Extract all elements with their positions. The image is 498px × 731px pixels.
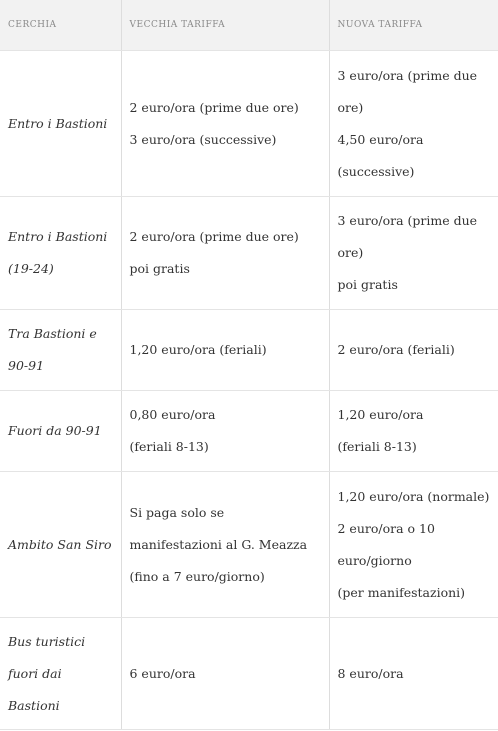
table-row [0, 391, 498, 472]
table-row [0, 472, 498, 618]
cell-line: 0,80 euro/ora [129, 407, 216, 422]
area-cell [0, 197, 121, 310]
cell-line: 3 euro/ora (prime due ore) [337, 67, 478, 115]
area-cell [0, 310, 121, 391]
cell-line: Fuori da 90-91 [8, 423, 102, 438]
cell-line: 4,50 euro/ora (successive) [337, 131, 424, 179]
area-cell [0, 391, 121, 472]
cell-line: 3 euro/ora (successive) [129, 131, 277, 147]
old-tariff-cell [121, 310, 329, 391]
new-tariff-cell [329, 197, 498, 310]
new-tariff-cell [329, 472, 498, 618]
area-cell [0, 472, 121, 618]
header-nuova-tariffa: NUOVA TARIFFA [329, 0, 498, 51]
header-row [0, 0, 498, 51]
cell-line: (feriali 8-13) [337, 439, 417, 454]
header-cerchia: CERCHIA [0, 0, 121, 51]
cell-line: 1,20 euro/ora (feriali) [129, 342, 267, 357]
new-tariff-cell [329, 618, 498, 730]
cell-line: 2 euro/ora o 10 euro/giorno [337, 520, 435, 568]
area-cell [0, 618, 121, 730]
cell-line: poi gratis [129, 261, 190, 276]
cell-line: Entro i Bastioni [8, 115, 108, 131]
old-tariff-cell [121, 618, 329, 730]
old-tariff-cell [121, 197, 329, 310]
cell-line: 1,20 euro/ora (normale) [337, 488, 490, 504]
cell-line: 1,20 euro/ora [337, 407, 424, 422]
table-row [0, 51, 498, 197]
table-row [0, 310, 498, 391]
table-row [0, 618, 498, 730]
cell-line: 2 euro/ora (prime due ore) [129, 229, 299, 244]
new-tariff-cell [329, 51, 498, 197]
old-tariff-cell [121, 51, 329, 197]
new-tariff-cell [329, 391, 498, 472]
cell-line: Si paga solo se manifestazioni al G. Meazza (fino a 7 euro/giorno) [129, 504, 308, 584]
area-cell [0, 51, 121, 197]
cell-line: poi gratis [337, 277, 398, 292]
old-tariff-cell [121, 472, 329, 618]
cell-line: Bus turistici fuori dai Bastioni [8, 633, 86, 713]
cell-line: 8 euro/ora [337, 665, 404, 681]
cell-line: 3 euro/ora (prime due ore) [337, 213, 478, 260]
cell-line: Tra Bastioni e 90-91 [8, 326, 97, 373]
cell-line: (feriali 8-13) [129, 439, 209, 454]
cell-line: 6 euro/ora [129, 665, 196, 681]
header-vecchia-tariffa: VECCHIA TARIFFA [121, 0, 329, 51]
cell-line: Ambito San Siro [8, 536, 112, 552]
table-row [0, 197, 498, 310]
old-tariff-cell [121, 391, 329, 472]
cell-line: 2 euro/ora (prime due ore) [129, 99, 299, 115]
new-tariff-cell [329, 310, 498, 391]
cell-line: (per manifestazioni) [337, 584, 466, 600]
cell-line: Entro i Bastioni (19-24) [8, 229, 108, 276]
cell-line: 2 euro/ora (feriali) [337, 342, 455, 357]
